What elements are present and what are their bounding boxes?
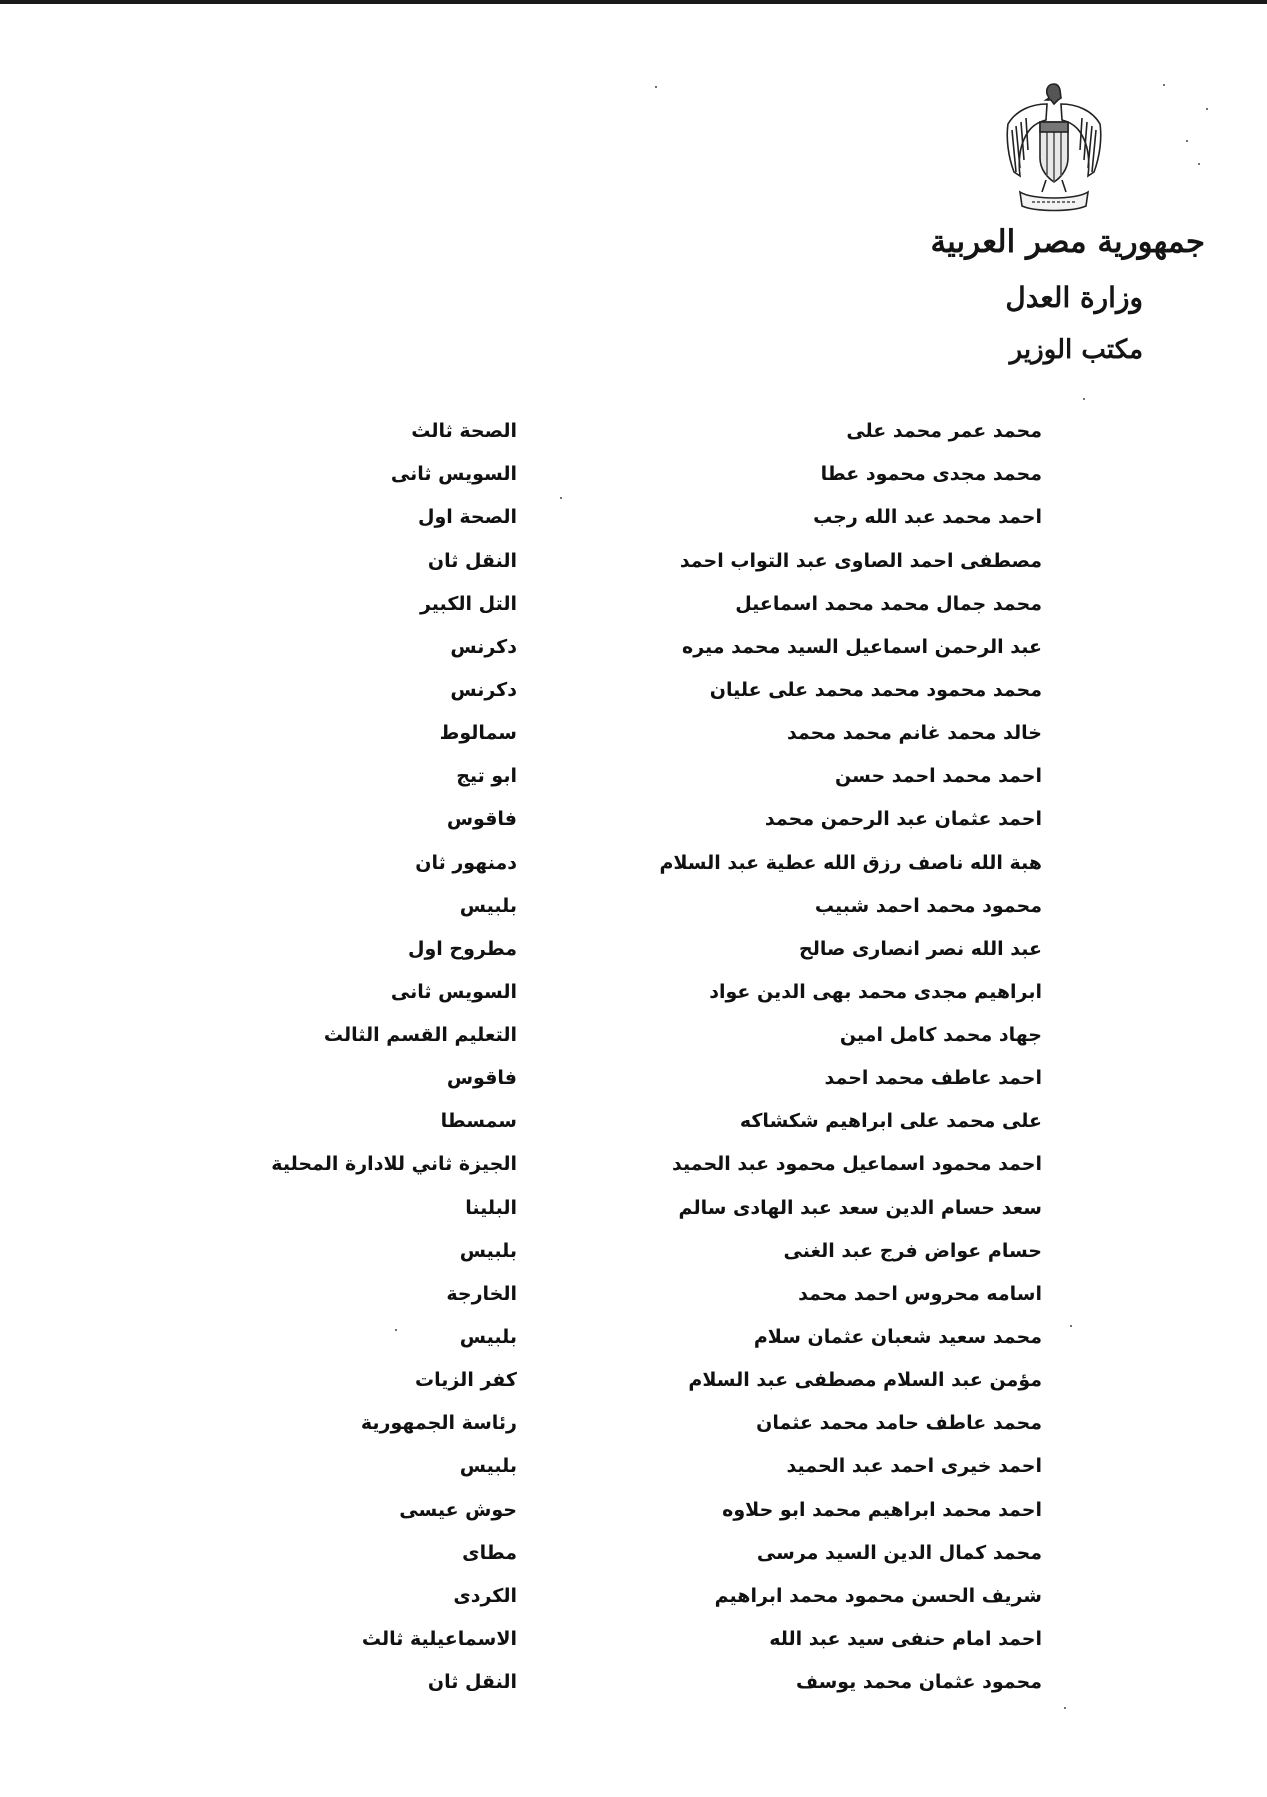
list-item [0, 1231, 1267, 1271]
list-item [0, 1058, 1267, 1098]
list-item [0, 1619, 1267, 1659]
eagle-of-saladin-icon [1002, 80, 1106, 220]
assignment-place: حوش عيسى [399, 1499, 517, 1521]
assignment-place: دكرنس [450, 679, 517, 701]
person-name: سعد حسام الدين سعد عبد الهادى سالم [678, 1197, 1042, 1219]
person-name: مصطفى احمد الصاوى عبد التواب احمد [679, 550, 1042, 572]
person-name: محمد كمال الدين السيد مرسى [756, 1542, 1042, 1564]
assignment-place: النقل ثان [427, 550, 517, 572]
list-item [0, 411, 1267, 451]
person-name: احمد محمود اسماعيل محمود عبد الحميد [672, 1153, 1042, 1175]
person-name: احمد محمد عبد الله رجب [813, 506, 1042, 528]
assignment-place: النقل ثان [427, 1671, 517, 1693]
person-name: اسامه محروس احمد محمد [798, 1283, 1042, 1305]
scan-speck [655, 86, 657, 88]
assignment-place: السويس ثانى [390, 463, 517, 485]
person-name: محمود عثمان محمد يوسف [795, 1671, 1042, 1693]
assignment-place: رئاسة الجمهورية [360, 1412, 517, 1434]
list-item [0, 1490, 1267, 1530]
assignment-place: سمالوط [439, 722, 517, 744]
person-name: عبد الله نصر انصارى صالح [799, 938, 1042, 960]
list-item [0, 843, 1267, 883]
assignment-place: الخارجة [446, 1283, 517, 1305]
list-item [0, 972, 1267, 1012]
assignment-place: دكرنس [450, 636, 517, 658]
assignment-place: الكردى [453, 1585, 517, 1607]
scan-speck [1163, 84, 1165, 86]
assignment-place: التل الكبير [419, 593, 517, 615]
list-item [0, 1576, 1267, 1616]
list-item [0, 1317, 1267, 1357]
assignment-place: دمنهور ثان [415, 852, 517, 874]
person-name: احمد امام حنفى سيد عبد الله [769, 1628, 1042, 1650]
list-item [0, 929, 1267, 969]
scan-speck [1186, 140, 1188, 142]
assignment-place: الاسماعيلية ثالث [361, 1628, 517, 1650]
person-name: هبة الله ناصف رزق الله عطية عبد السلام [659, 852, 1042, 874]
list-item [0, 1662, 1267, 1702]
assignment-place: مطروح اول [407, 938, 517, 960]
list-item [0, 1101, 1267, 1141]
list-item [0, 799, 1267, 839]
office-title: مكتب الوزير [1009, 335, 1143, 365]
list-item [0, 627, 1267, 667]
person-name: مؤمن عبد السلام مصطفى عبد السلام [688, 1369, 1042, 1391]
person-name: محمد عاطف حامد محمد عثمان [756, 1412, 1042, 1434]
assignment-place: كفر الزيات [415, 1369, 517, 1391]
person-name: محمد سعيد شعبان عثمان سلام [753, 1326, 1042, 1348]
person-name: محمد جمال محمد محمد اسماعيل [735, 593, 1042, 615]
scan-speck [1064, 1707, 1066, 1709]
person-name: محمد مجدى محمود عطا [820, 463, 1042, 485]
person-name: محمد محمود محمد محمد على عليان [709, 679, 1042, 701]
assignment-place: بلبيس [459, 1240, 517, 1262]
list-item [0, 756, 1267, 796]
person-name: احمد محمد ابراهيم محمد ابو حلاوه [722, 1499, 1042, 1521]
list-item [0, 541, 1267, 581]
assignment-place: ابو تيج [456, 765, 517, 787]
country-title: جمهورية مصر العربية [930, 224, 1205, 260]
person-name: حسام عواض فرج عبد الغنى [783, 1240, 1042, 1262]
list-item [0, 497, 1267, 537]
list-item [0, 1015, 1267, 1055]
list-item [0, 1144, 1267, 1184]
list-item [0, 1188, 1267, 1228]
assignment-place: الجيزة ثاني للادارة المحلية [271, 1153, 517, 1175]
assignment-place: التعليم القسم الثالث [323, 1024, 517, 1046]
assignment-place: سمسطا [440, 1110, 517, 1132]
list-item [0, 454, 1267, 494]
list-item [0, 1403, 1267, 1443]
assignment-place: السويس ثانى [390, 981, 517, 1003]
top-border-rule [0, 0, 1267, 4]
list-item [0, 886, 1267, 926]
scan-speck [1206, 108, 1208, 110]
person-name: احمد خيرى احمد عبد الحميد [786, 1455, 1042, 1477]
person-name: ابراهيم مجدى محمد بهى الدين عواد [709, 981, 1042, 1003]
person-name: عبد الرحمن اسماعيل السيد محمد ميره [682, 636, 1042, 658]
person-name: جهاد محمد كامل امين [839, 1024, 1042, 1046]
list-item [0, 1533, 1267, 1573]
assignment-place: البلينا [465, 1197, 517, 1219]
person-name: على محمد على ابراهيم شكشاكه [739, 1110, 1042, 1132]
list-item [0, 1360, 1267, 1400]
person-name: شريف الحسن محمود محمد ابراهيم [714, 1585, 1042, 1607]
assignment-place: فاقوس [446, 808, 517, 830]
list-item [0, 584, 1267, 624]
person-name: احمد عاطف محمد احمد [824, 1067, 1042, 1089]
list-item [0, 713, 1267, 753]
assignment-place: بلبيس [459, 1455, 517, 1477]
scan-speck [1083, 398, 1085, 400]
person-name: احمد عثمان عبد الرحمن محمد [764, 808, 1042, 830]
list-item [0, 670, 1267, 710]
assignment-place: بلبيس [459, 1326, 517, 1348]
list-item [0, 1446, 1267, 1486]
person-name: احمد محمد احمد حسن [835, 765, 1042, 787]
list-item [0, 1274, 1267, 1314]
person-name: خالد محمد غانم محمد محمد [786, 722, 1042, 744]
assignment-place: بلبيس [459, 895, 517, 917]
assignment-place: الصحة ثالث [411, 420, 517, 442]
assignment-place: فاقوس [446, 1067, 517, 1089]
person-name: محمود محمد احمد شبيب [814, 895, 1042, 917]
ministry-title: وزارة العدل [1005, 281, 1143, 314]
scan-speck [1198, 163, 1200, 165]
person-name: محمد عمر محمد على [846, 420, 1042, 442]
assignment-place: الصحة اول [417, 506, 517, 528]
assignment-place: مطاى [462, 1542, 517, 1564]
